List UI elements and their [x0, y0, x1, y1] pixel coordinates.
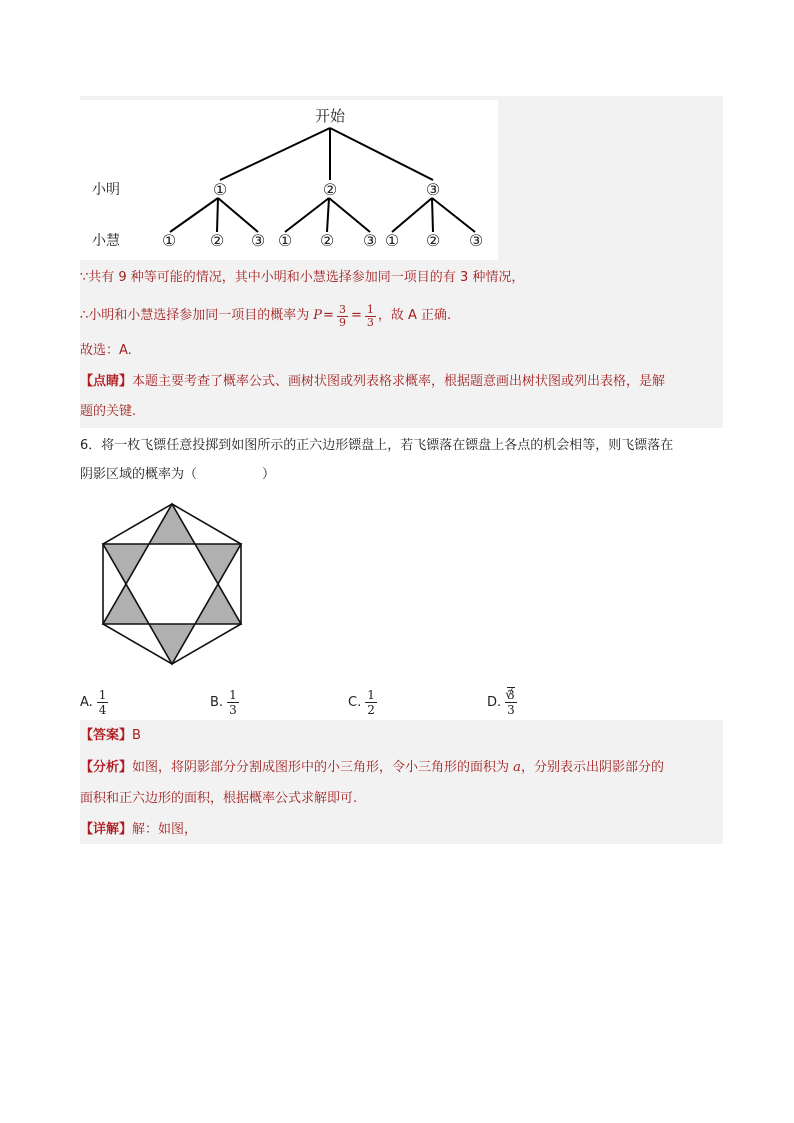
row-label-xiaohui: 小慧	[92, 233, 120, 249]
tree-node-l1: ②	[322, 180, 338, 199]
analysis-line2: 面积和正六边形的面积，根据概率公式求解即可.	[80, 791, 358, 806]
tree-node-l2: ①	[161, 231, 177, 250]
detail-text: 解：如图，	[132, 822, 198, 837]
detail-row	[80, 820, 197, 840]
fraction-denominator: 3	[507, 702, 515, 717]
tree-diagram	[80, 100, 498, 260]
option-fraction	[505, 688, 517, 717]
comment-text: 本题主要考查了概率公式、画树状图或列表格求概率，根据题意画出树状图或列出表格，是解	[132, 374, 666, 389]
prob-variable: P	[313, 308, 323, 323]
fraction-1-3	[365, 304, 376, 329]
option-letter: D.	[487, 694, 502, 710]
fraction-3-9	[337, 304, 348, 329]
option-c[interactable]	[348, 686, 379, 718]
option-fraction	[365, 688, 377, 717]
tree-node-l2: ②	[425, 231, 441, 250]
fraction-numerator: 3	[338, 302, 346, 316]
fraction-denominator: 2	[367, 702, 375, 717]
tree-node-l2: ③	[468, 231, 484, 250]
tree-node-l2: ②	[319, 231, 335, 250]
answer-line: 故选：A.	[80, 343, 132, 358]
fraction-denominator: 4	[98, 702, 107, 717]
option-b[interactable]	[210, 686, 241, 718]
area-variable: a	[513, 760, 521, 775]
fraction-numerator: 1	[98, 687, 107, 702]
tree-node-l2: ①	[277, 231, 293, 250]
equals-sign: =	[350, 308, 362, 323]
option-a[interactable]	[80, 686, 110, 718]
question6-line2: 阴影区域的概率为（ ）	[80, 467, 276, 482]
tree-node-l2: ③	[250, 231, 266, 250]
comment-tag: 【点睛】	[80, 374, 133, 389]
tree-node-l1: ③	[425, 180, 441, 199]
fraction-numerator: 1	[367, 687, 375, 702]
sqrt-numerator	[505, 688, 517, 703]
option-d[interactable]	[487, 686, 519, 718]
tree-root-label: 开始	[314, 107, 346, 125]
comment-line1	[80, 372, 665, 392]
analysis-text-b: ，分别表示出阴影部分的	[520, 760, 664, 775]
fraction-denominator: 3	[366, 315, 374, 329]
row-label-xiaoming: 小明	[92, 182, 120, 198]
option-letter: B.	[210, 694, 224, 710]
option-letter: C.	[348, 694, 362, 710]
comment-line2: 题的关键.	[80, 404, 137, 419]
solution5-line2	[80, 302, 451, 330]
fraction-numerator: 1	[366, 302, 374, 316]
solution5-line2-suffix: ，故 A 正确.	[377, 308, 452, 323]
tree-node-l2: ①	[384, 231, 400, 250]
solution5-line2-prefix: ∴小明和小慧选择参加同一项目的概率为	[80, 308, 310, 323]
fraction-denominator: 3	[229, 702, 237, 717]
question6-line1: 6．将一枚飞镖任意投掷到如图所示的正六边形镖盘上，若飞镖落在镖盘上各点的机会相等，则飞镖落在	[80, 438, 674, 453]
option-fraction	[227, 688, 239, 717]
option-fraction	[97, 688, 109, 717]
answer-tag: 【答案】	[80, 728, 133, 743]
hexagon-dartboard	[98, 500, 248, 670]
tree-node-l1: ①	[212, 180, 228, 199]
detail-tag: 【详解】	[80, 822, 133, 837]
fraction-numerator: 1	[229, 687, 237, 702]
tree-node-l2: ②	[209, 231, 225, 250]
answer-row	[80, 726, 141, 746]
equals-sign: =	[323, 308, 334, 323]
analysis-line1	[80, 758, 664, 778]
sqrt-radicand: 3	[507, 687, 515, 702]
answer-value: B	[132, 728, 141, 743]
option-letter: A.	[80, 694, 93, 710]
analysis-tag: 【分析】	[80, 760, 133, 775]
fraction-denominator: 9	[338, 315, 346, 329]
shaded-triangles	[103, 504, 241, 664]
solution5-line1: ∵共有 9 种等可能的情况，其中小明和小慧选择参加同一项目的有 3 种情况，	[80, 270, 525, 285]
tree-node-l2: ③	[362, 231, 378, 250]
analysis-text-a: 如图，将阴影部分分割成图形中的小三角形，令小三角形的面积为	[132, 760, 510, 775]
